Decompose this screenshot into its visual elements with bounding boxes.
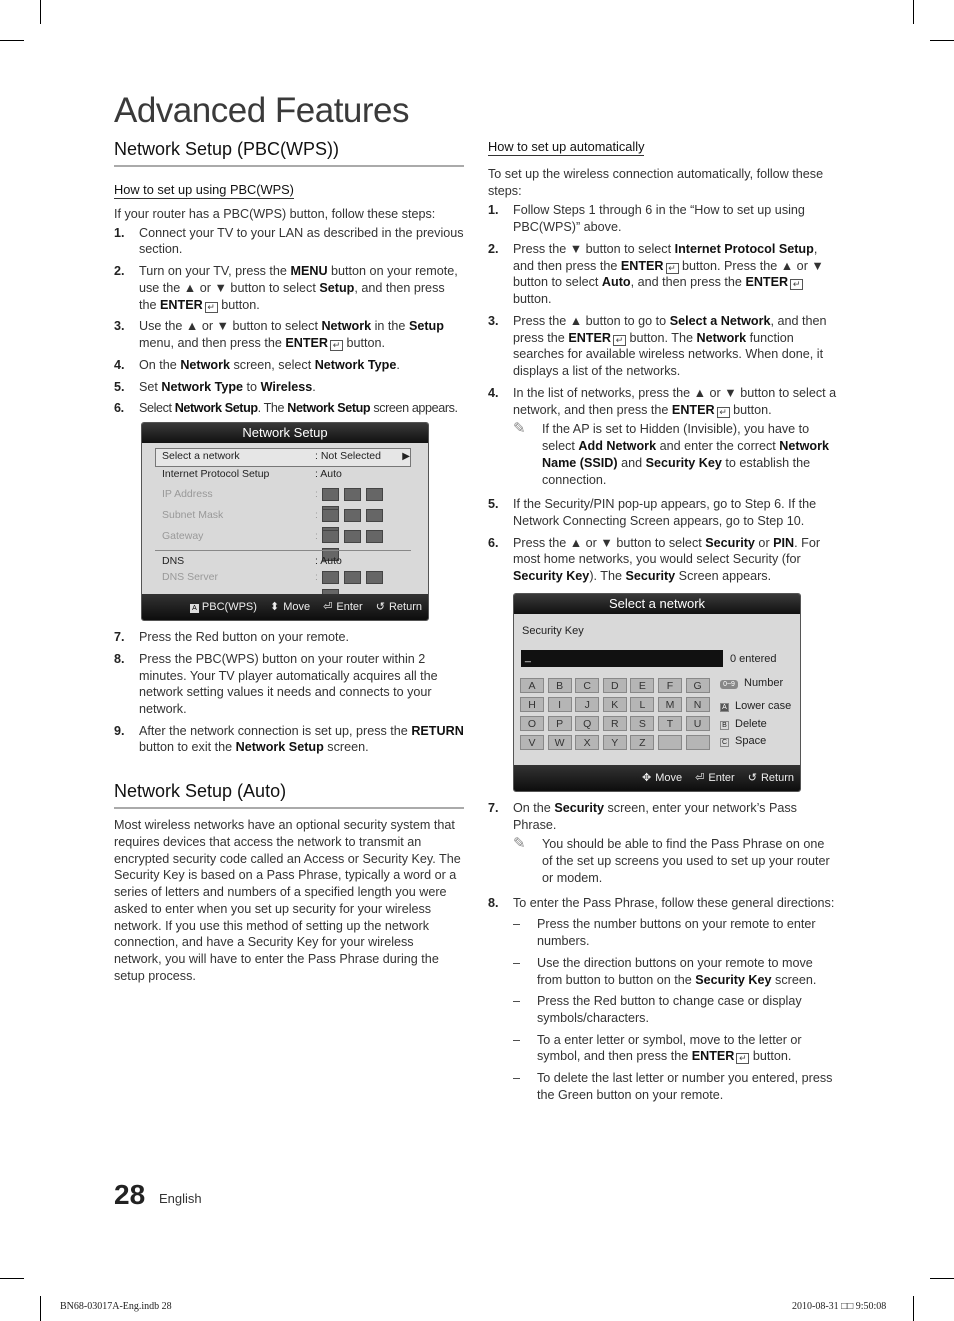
crop-mark <box>913 0 914 24</box>
legend-space: C Space <box>721 734 767 747</box>
screen-header: Network Setup <box>142 423 428 443</box>
enter-icon: ↵ <box>717 407 730 418</box>
list-item: 3. Press the ▲ button to go to Select a Network, and then press the ENTER ↵ button. The Network function searches for available wireless networks. When done, it displays a list of the networks. <box>488 313 827 379</box>
enter-icon: ↵ <box>736 1053 749 1064</box>
key-button[interactable]: G <box>686 678 710 693</box>
key-button[interactable]: Z <box>630 735 654 750</box>
number-icon: 0~9 <box>720 680 738 689</box>
list-item: 6. Press the ▲ or ▼ button to select Security or PIN. For most home networks, you would select Security (for Security Key). The Security Screen appears. <box>488 535 821 584</box>
key-button[interactable]: R <box>603 716 627 731</box>
legend-number: 0~9 Number <box>720 676 783 691</box>
enter-icon: ↵ <box>613 335 626 346</box>
key-button[interactable]: O <box>520 716 544 731</box>
legend-delete: B Delete <box>720 717 767 732</box>
key-button[interactable]: S <box>630 716 654 731</box>
return-icon: ↺ <box>747 771 757 784</box>
footer-date: 2010-08-31 □□ 9:50:08 <box>792 1301 887 1312</box>
row-dns[interactable]: DNS : Auto <box>162 555 342 568</box>
list-item: 6. Select Network Setup. The Network Setup screen appears. <box>114 401 458 416</box>
key-button[interactable]: D <box>603 678 627 693</box>
section-heading-pbc: Network Setup (PBC(WPS)) <box>114 138 464 167</box>
right-column <box>488 138 838 1109</box>
key-button[interactable]: U <box>686 716 710 731</box>
key-button[interactable] <box>686 735 710 750</box>
left-column <box>114 138 464 986</box>
key-button[interactable]: Y <box>603 735 627 750</box>
auto-steps <box>488 202 838 584</box>
list-item: 5. Set Network Type to Wireless. <box>114 379 316 394</box>
key-button[interactable]: T <box>658 716 682 731</box>
crop-mark <box>0 40 24 41</box>
key-button[interactable]: J <box>575 697 599 712</box>
crop-mark <box>930 40 954 41</box>
key-button[interactable]: C <box>575 678 599 693</box>
yellow-c-icon: C <box>721 738 728 746</box>
key-button[interactable]: M <box>658 697 682 712</box>
key-button[interactable]: X <box>575 735 599 750</box>
list-item: – To delete the last letter or number you entered, press the Green button on your remote. <box>513 1071 833 1102</box>
return-icon: ↺ <box>375 601 385 614</box>
enter-icon: ⏎ <box>695 771 705 784</box>
move-icon: ✥ <box>641 771 652 784</box>
select-network-screen <box>513 593 801 792</box>
key-button[interactable]: A <box>520 678 544 693</box>
list-item: 1. Follow Steps 1 through 6 in the “How to set up using PBC(WPS)” above. <box>488 203 805 235</box>
direction-list <box>488 916 838 1103</box>
red-a-icon: A <box>190 604 199 613</box>
key-button[interactable]: K <box>603 697 627 712</box>
screen-footer: ✥ Move ⏎ Enter ↺ Return <box>514 765 800 791</box>
entered-count: 0 entered <box>730 652 777 665</box>
page-title: Advanced Features <box>114 91 410 130</box>
pbc-steps-cont <box>114 629 464 756</box>
enter-icon: ↵ <box>205 302 218 313</box>
list-item: 4. In the list of networks, press the ▲ or ▼ button to select a network, and then press the ENTER ↵ button. ✎ If the AP is set to Hidden (Invisible), you have to select Add Network and enter the correct Network Name (SSID) and Security Key to establish the connection. <box>488 385 837 487</box>
key-button[interactable]: W <box>548 735 572 750</box>
row-gateway: Gateway : <box>160 530 408 548</box>
pencil-icon: ✎ <box>513 420 526 438</box>
key-button[interactable]: P <box>548 716 572 731</box>
arrow-right-icon: ▶ <box>402 451 410 463</box>
list-item: 1. Connect your TV to your LAN as described in the previous section. <box>114 225 464 257</box>
row-subnet-mask: Subnet Mask : <box>160 509 408 527</box>
list-item: 5. If the Security/PIN pop-up appears, go to Step 6. If the Network Connecting Screen appears, go to Step 10. <box>488 497 817 528</box>
list-item: 9. After the network connection is set up, press the RETURN button to exit the Network Setup screen. <box>114 723 464 755</box>
auto-paragraph: Most wireless networks have an optional security system that requires devices that access the network to transmit an encrypted security code called an Access or Security Key. The Security Key is based on a Pass Phrase, typically a word or a series of letters and numbers of a specified length you were asked to enter when you set up security for your wireless network. If you use this method of setting up the network connection, and have a Security Key for your wireless network, you will have to enter the Pass Phrase during the setup process. <box>114 818 461 983</box>
list-item: 3. Use the ▲ or ▼ button to select Network in the Setup menu, and then press the ENTER ↵ button. <box>114 319 444 351</box>
page-number: 28 <box>114 1179 146 1210</box>
list-item: 2. Press the ▼ button to select Internet Protocol Setup, and then press the ENTER ↵ button. Press the ▲ or ▼ button to select Auto, and then press the ENTER ↵ button. <box>488 241 824 307</box>
security-key-label: Security Key <box>522 624 584 637</box>
list-item: 8. To enter the Pass Phrase, follow these general directions: <box>488 895 835 910</box>
intro-text: To set up the wireless connection automatically, follow these steps: <box>488 167 824 198</box>
key-button[interactable]: H <box>520 697 544 712</box>
crop-mark <box>913 1296 914 1321</box>
row-select-network[interactable]: Select a network : Not Selected ▶ <box>162 450 410 463</box>
crop-mark <box>0 1278 24 1279</box>
red-a-icon: A <box>720 703 729 712</box>
enter-icon: ↵ <box>666 263 679 274</box>
footer-file: BN68-03017A-Eng.indb 28 <box>60 1301 172 1312</box>
key-button[interactable]: F <box>658 678 682 693</box>
list-item: – Press the Red button to change case or display symbols/characters. <box>513 994 802 1025</box>
network-setup-screen <box>141 422 429 621</box>
key-button[interactable]: B <box>548 678 572 693</box>
key-button[interactable] <box>658 735 682 750</box>
enter-icon: ↵ <box>330 340 343 351</box>
screen-footer: A PBC(WPS) ⬍ Move ⏎ Enter ↺ Return <box>142 594 428 620</box>
list-item: – Use the direction buttons on your remote to move from button to button on the Security Key screen. <box>513 955 817 987</box>
subheading-pbc: How to set up using PBC(WPS) <box>114 181 294 199</box>
key-button[interactable]: I <box>548 697 572 712</box>
key-button[interactable]: L <box>630 697 654 712</box>
list-item: 8. Press the PBC(WPS) button on your router within 2 minutes. Your TV player automatically acquires all the network setting values it needs and connects to your network. <box>114 651 438 716</box>
key-button[interactable]: V <box>520 735 544 750</box>
page-language: English <box>159 1191 202 1206</box>
section-heading-auto: Network Setup (Auto) <box>114 780 464 809</box>
list-item: 7. Press the Red button on your remote. <box>114 630 350 645</box>
crop-mark <box>930 1278 954 1279</box>
move-icon: ⬍ <box>269 601 280 614</box>
legend-lower-case: A Lower case <box>720 699 791 714</box>
note: ✎ If the AP is set to Hidden (Invisible), you have to select Add Network and enter the correct Network Name (SSID) and Security Key to establish the connection. <box>513 420 829 487</box>
enter-icon: ⏎ <box>323 601 333 614</box>
security-key-input[interactable]: _ <box>521 650 723 667</box>
row-dns-server: DNS Server : <box>160 571 408 589</box>
pencil-icon: ✎ <box>513 835 526 853</box>
list-item: 4. On the Network screen, select Network Type. <box>114 357 400 372</box>
auto-steps-cont <box>488 800 838 911</box>
subheading-auto: How to set up automatically <box>488 138 644 156</box>
screen-header: Select a network <box>514 594 800 614</box>
note: ✎ You should be able to find the Pass Phrase on one of the set up screens you used to set up your router or modem. <box>513 835 830 885</box>
divider <box>155 550 411 551</box>
list-item: 2. Turn on your TV, press the MENU button on your remote, use the ▲ or ▼ button to select Setup, and then press the ENTER ↵ button. <box>114 264 458 312</box>
green-b-icon: B <box>720 721 729 730</box>
enter-icon: ↵ <box>790 279 803 290</box>
row-ip-setup[interactable]: Internet Protocol Setup : Auto <box>162 468 342 481</box>
list-item: – To a enter letter or symbol, move to the letter or symbol, and then press the ENTER ↵ button. <box>513 1032 802 1064</box>
key-button[interactable]: N <box>686 697 710 712</box>
list-item: 7. On the Security screen, enter your network’s Pass Phrase. ✎ You should be able to find the Pass Phrase on one of the set up screens you used to set up your router or modem. <box>488 800 838 887</box>
row-ip-address: IP Address : <box>160 488 408 506</box>
crop-mark <box>40 0 41 24</box>
intro-text: If your router has a PBC(WPS) button, follow these steps: <box>114 206 436 221</box>
crop-mark <box>40 1296 41 1321</box>
list-item: – Press the number buttons on your remote to enter numbers. <box>513 917 816 949</box>
key-button[interactable]: Q <box>575 716 599 731</box>
key-button[interactable]: E <box>630 678 654 693</box>
pbc-steps <box>114 225 464 417</box>
